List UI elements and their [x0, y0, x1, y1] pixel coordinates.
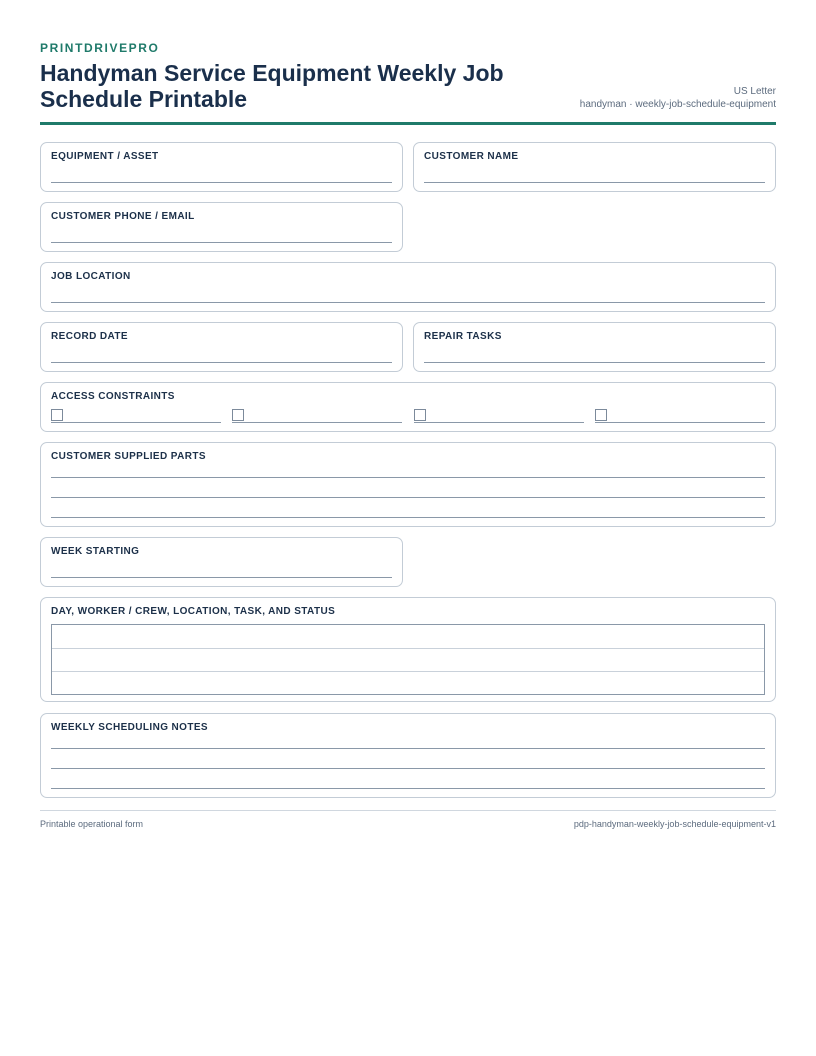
customer-name-label: CUSTOMER NAME — [424, 151, 519, 162]
schedule-row-3[interactable] — [52, 672, 764, 694]
week-starting-field — [40, 537, 403, 587]
access-option-3-line[interactable] — [414, 422, 584, 423]
weekly-notes-field — [40, 713, 776, 798]
access-option-3 — [414, 409, 584, 423]
access-constraints-label: ACCESS CONSTRAINTS — [51, 391, 175, 402]
repair-tasks-field — [413, 322, 776, 372]
customer-name-field — [413, 142, 776, 192]
schedule-row-2[interactable] — [52, 649, 764, 671]
access-option-4-line[interactable] — [595, 422, 765, 423]
week-starting-line[interactable] — [51, 577, 392, 578]
schedule-grid — [51, 624, 765, 695]
schedule-row-1[interactable] — [52, 625, 764, 648]
notes-line-2[interactable] — [51, 768, 765, 769]
parts-line-2[interactable] — [51, 497, 765, 498]
footer-divider — [40, 810, 776, 811]
job-location-label: JOB LOCATION — [51, 271, 131, 282]
equipment-asset-label: EQUIPMENT / ASSET — [51, 151, 159, 162]
repair-tasks-line[interactable] — [424, 362, 765, 363]
header-divider — [40, 122, 776, 125]
form-path: handyman · weekly-job-schedule-equipment — [579, 99, 776, 110]
customer-contact-field — [40, 202, 403, 252]
customer-supplied-parts-label: CUSTOMER SUPPLIED PARTS — [51, 451, 206, 462]
notes-line-3[interactable] — [51, 788, 765, 789]
week-starting-label: WEEK STARTING — [51, 546, 140, 557]
brand-logo: PRINTDRIVEPRO — [40, 41, 160, 55]
access-option-1 — [51, 409, 221, 423]
footer-form-id: pdp-handyman-weekly-job-schedule-equipment-v1 — [573, 819, 776, 829]
access-option-2-line[interactable] — [232, 422, 402, 423]
notes-line-1[interactable] — [51, 748, 765, 749]
checkbox-4[interactable] — [595, 409, 607, 421]
job-location-line[interactable] — [51, 302, 765, 303]
paper-size: US Letter — [733, 86, 776, 97]
customer-contact-line[interactable] — [51, 242, 392, 243]
customer-contact-label: CUSTOMER PHONE / EMAIL — [51, 211, 195, 222]
repair-tasks-label: REPAIR TASKS — [424, 331, 502, 342]
schedule-table-label: DAY, WORKER / CREW, LOCATION, TASK, AND STATUS — [51, 606, 336, 617]
customer-name-line[interactable] — [424, 182, 765, 183]
parts-line-1[interactable] — [51, 477, 765, 478]
access-option-1-line[interactable] — [51, 422, 221, 423]
equipment-asset-field — [40, 142, 403, 192]
access-option-2 — [232, 409, 402, 423]
record-date-field — [40, 322, 403, 372]
checkbox-3[interactable] — [414, 409, 426, 421]
checkbox-2[interactable] — [232, 409, 244, 421]
access-option-4 — [595, 409, 765, 423]
record-date-line[interactable] — [51, 362, 392, 363]
job-location-field — [40, 262, 776, 312]
page-title: Handyman Service Equipment Weekly Job Schedule Printable — [40, 60, 504, 112]
access-constraints-field — [40, 382, 776, 432]
footer-left-text: Printable operational form — [40, 819, 144, 829]
parts-line-3[interactable] — [51, 517, 765, 518]
record-date-label: RECORD DATE — [51, 331, 128, 342]
customer-supplied-parts-field — [40, 442, 776, 527]
checkbox-1[interactable] — [51, 409, 63, 421]
equipment-asset-line[interactable] — [51, 182, 392, 183]
weekly-notes-label: WEEKLY SCHEDULING NOTES — [51, 722, 208, 733]
schedule-table-field — [40, 597, 776, 702]
form-meta — [580, 85, 776, 111]
